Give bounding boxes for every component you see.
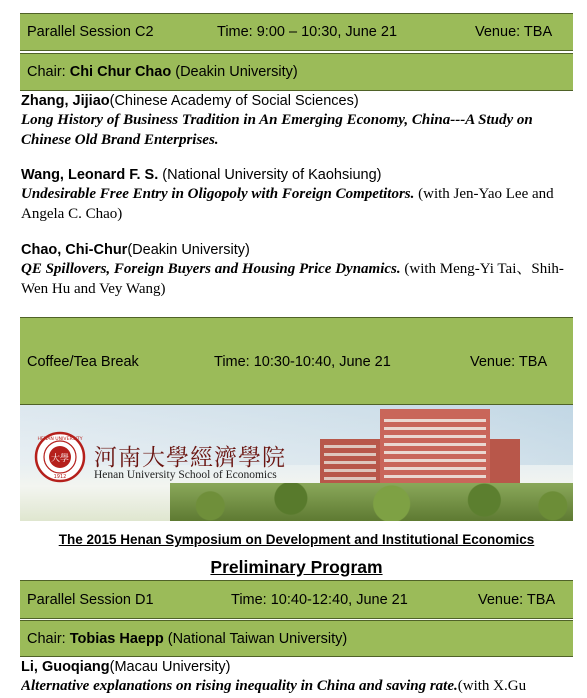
paper-title-line (21, 184, 581, 224)
chair-affiliation: (Deakin University) (171, 64, 298, 80)
paper-coauthors: (with Jen-Yao Lee and Angela C. Chao) (21, 186, 554, 222)
chair-line (27, 64, 298, 80)
session-venue: Venue: TBA (478, 592, 556, 608)
break-time: Time: 10:30-10:40, June 21 (214, 354, 391, 370)
paper-affiliation: (Deakin University) (127, 242, 250, 258)
chair-prefix: Chair: (27, 631, 70, 647)
chair-name: Chi Chur Chao (69, 64, 172, 80)
break-name: Coffee/Tea Break (27, 354, 139, 370)
logo-english-text: Henan University School of Economics (94, 469, 277, 481)
paper-entry (21, 167, 581, 224)
session-time: Time: 9:00 – 10:30, June 21 (217, 24, 398, 40)
paper-title-line (21, 676, 566, 696)
session-venue: Venue: TBA (475, 24, 553, 40)
chair-line (27, 631, 347, 647)
session-name: Parallel Session D1 (27, 592, 154, 608)
chair-name: Tobias Haepp (69, 631, 164, 647)
session-d1-chair (20, 620, 573, 657)
paper-author-line (21, 167, 581, 184)
chair-affiliation: (National Taiwan University) (163, 631, 348, 647)
paper-author-line (21, 93, 581, 110)
paper-entry (21, 659, 581, 696)
university-banner (20, 405, 573, 521)
paper-entry (21, 242, 581, 299)
seal-center-text: 大學 (50, 454, 70, 464)
paper-title: Long History of Business Tradition in An Emerging Economy, China---A Study on Chinese Old Brand Enterprises. (21, 112, 533, 148)
paper-author: Zhang, Jijiao (21, 93, 110, 109)
paper-author-line (21, 242, 581, 259)
paper-title-line (21, 110, 581, 150)
session-name: Parallel Session C2 (27, 24, 154, 40)
paper-affiliation: (National University of Kaohsiung) (158, 167, 382, 183)
paper-author: Li, Guoqiang (21, 659, 110, 675)
session-time: Time: 10:40-12:40, June 21 (231, 592, 408, 608)
logo-chinese-text: 河南大學經濟學院 (94, 445, 286, 471)
paper-affiliation: (Macau University) (109, 659, 231, 675)
paper-author-line (21, 659, 581, 676)
chair-prefix: Chair: (27, 64, 70, 80)
session-d1-header (20, 580, 573, 619)
university-seal-icon (34, 431, 86, 483)
symposium-title: The 2015 Henan Symposium on Development and Institutional Economics (58, 532, 535, 547)
paper-title: Alternative explanations on rising inequality in China and saving rate. (21, 678, 458, 694)
paper-author: Chao, Chi-Chur (21, 242, 128, 258)
paper-author: Wang, Leonard F. S. (21, 167, 159, 183)
paper-title-line (21, 259, 581, 299)
session-c2-header (20, 13, 573, 51)
break-venue: Venue: TBA (470, 354, 548, 370)
program-title: Preliminary Program (210, 557, 383, 577)
paper-affiliation: (Chinese Academy of Social Sciences) (109, 93, 359, 109)
coffee-break-row (20, 317, 573, 405)
trees-image (170, 483, 573, 521)
seal-top-text: HENAN UNIVERSITY (37, 437, 83, 442)
session-c2-chair (20, 53, 573, 91)
paper-coauthors: (with Meng-Yi Tai、Shih-Wen Hu and Vey Wang) (21, 261, 564, 297)
paper-title: Undesirable Free Entry in Oligopoly with Foreign Competitors. (21, 186, 415, 202)
paper-entry (21, 93, 581, 150)
seal-year-text: 1912 (53, 474, 67, 480)
paper-coauthors: (with X.Gu (457, 678, 527, 694)
paper-title: QE Spillovers, Foreign Buyers and Housing Price Dynamics. (21, 261, 401, 277)
